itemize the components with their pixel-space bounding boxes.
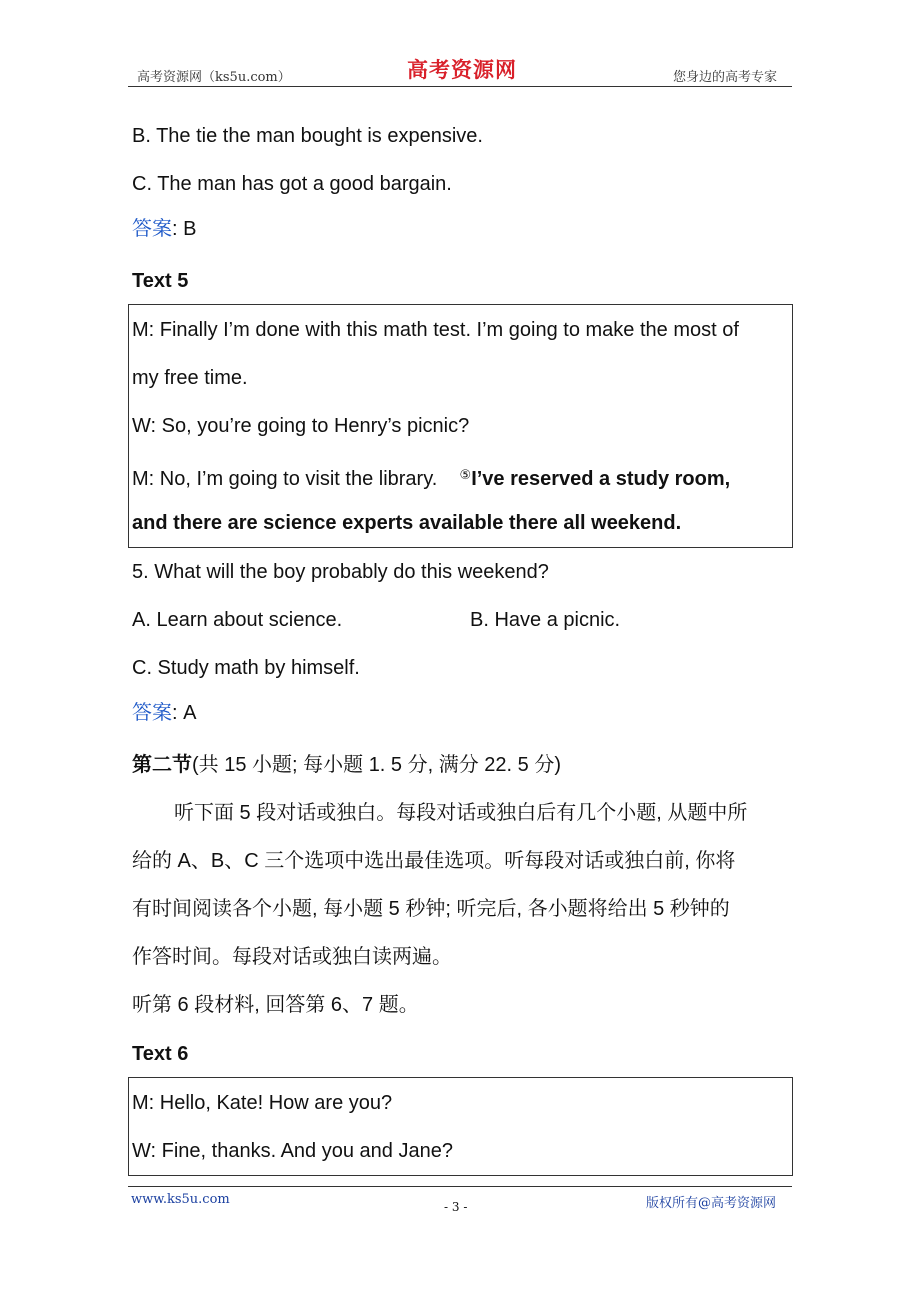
q4-option-b: B. The tie the man bought is expensive. [132, 125, 483, 147]
footer-copyright: 版权所有@高考资源网 [646, 1196, 777, 1211]
section2-instruction-1: 听下面 5 段对话或独白。每段对话或独白后有几个小题, 从题中所 [174, 802, 748, 824]
q4-answer-label: 答案 [132, 218, 172, 240]
q5-option-c: C. Study math by himself. [132, 657, 360, 679]
section2-title-bold: 第二节 [132, 754, 192, 776]
text5-line-5: and there are science experts available there all weekend. [132, 512, 682, 534]
section2-instruction-4: 作答时间。每段对话或独白读两遍。 [132, 946, 452, 968]
q4-answer [132, 215, 196, 243]
listen-note: 听第 6 段材料, 回答第 6、7 题。 [132, 994, 419, 1016]
q5-answer [132, 699, 196, 727]
text6-line-1: M: Hello, Kate! How are you? [132, 1092, 393, 1114]
section2-instruction-3: 有时间阅读各个小题, 每小题 5 秒钟; 听完后, 各小题将给出 5 秒钟的 [132, 898, 730, 920]
section2-title [132, 751, 561, 779]
section2-instruction-2: 给的 A、B、C 三个选项中选出最佳选项。听每段对话或独白前, 你将 [132, 850, 736, 872]
text5-line-2: my free time. [132, 367, 248, 389]
q5-answer-label: 答案 [132, 702, 172, 724]
text5-line-3: W: So, you’re going to Henry’s picnic? [132, 415, 470, 437]
header-site-name: 高考资源网（ks5u.com） [137, 70, 291, 85]
text5-line-4-key: I’ve reserved a study room, [471, 468, 731, 490]
q5-answer-value: : A [172, 702, 197, 724]
page-number: - 3 - [444, 1200, 468, 1214]
header-logo: 高考资源网 [407, 57, 517, 82]
section2-title-rest: (共 15 小题; 每小题 1. 5 分, 满分 22. 5 分) [192, 754, 561, 776]
text5-line-1: M: Finally I’m done with this math test. I’m going to make the most of [132, 319, 739, 341]
q5-option-b: B. Have a picnic. [470, 609, 621, 631]
q4-answer-value: : B [172, 218, 197, 240]
q5-question: 5. What will the boy probably do this weekend? [132, 561, 549, 583]
q5-option-a: A. Learn about science. [132, 609, 343, 631]
text5-heading: Text 5 [132, 270, 189, 292]
circled-five-marker: ⑤ [459, 467, 472, 482]
text6-heading: Text 6 [132, 1043, 189, 1065]
header-tagline: 您身边的高考专家 [673, 70, 778, 85]
header-rule [128, 86, 792, 87]
footer-url-link[interactable]: www.ks5u.com [131, 1192, 230, 1207]
text5-line-4-prefix: M: No, I’m going to visit the library. [132, 468, 438, 490]
footer-rule [128, 1186, 792, 1187]
text6-line-2: W: Fine, thanks. And you and Jane? [132, 1140, 453, 1162]
q4-option-c: C. The man has got a good bargain. [132, 173, 452, 195]
text5-line-4 [132, 461, 730, 493]
